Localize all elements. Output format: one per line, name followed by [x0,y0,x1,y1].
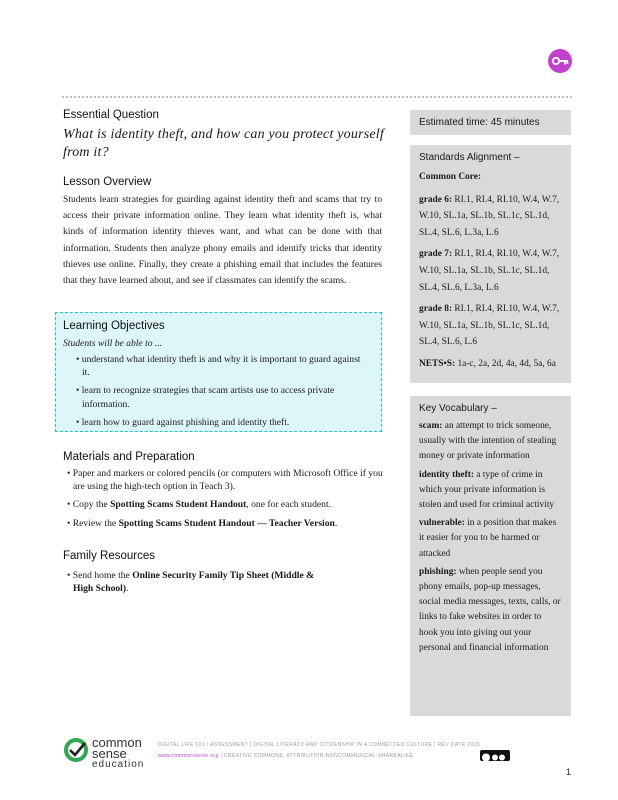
creative-commons-badge-icon [480,750,510,761]
objective-item: • learn to recognize strategies that scam artists use to access private information. [76,385,335,410]
objective-item: • understand what identity theft is and why it is important to guard against it. [76,354,361,379]
vocab-entry: vulnerable: in a position that makes it easier for you to be harmed or attacked [419,518,557,559]
key-badge [548,49,572,73]
grade-8-standards: grade 8: RI.1, RI.4, RI.10, W.4, W.7, W.10, SL.1a, SL.1b, SL.1c, SL.1d, SL.4, SL.6, L.6 [419,304,560,348]
lesson-overview-heading: Lesson Overview [63,176,152,188]
key-icon [548,49,572,73]
materials-list [63,467,383,530]
tip-sheet-link[interactable]: Online Security Family Tip Sheet (Middle & High School) [73,570,315,595]
handout-link[interactable]: Spotting Scams Student Handout [110,499,247,511]
essential-question-heading: Essential Question [63,109,159,121]
nets-standards: NETS•S: 1a-c, 2a, 2d, 4a, 4d, 5a, 6a [419,358,556,369]
standards-box [410,145,571,383]
vocab-entry: scam: an attempt to trick someone, usually with the intention of stealing money or private information [419,421,557,462]
lesson-overview-text: Students learn strategies for guarding against identity theft and scams that try to access their private information online. They learn what identity theft is, what kinds of information identity thieves want, and what can be done with that information. Students then analyze phony emails and identify tricks that identity thieves use online. Finally, they create a phishing email that includes the features that they have learned about, and see if classmates can identify the scams. [63,194,382,287]
learning-objectives-list [72,353,362,429]
footer-line-2: www.commonsense.org | CREATIVE COMMONS: ATTRIBUTION-NONCOMMERCIAL-SHAREALIKE [158,753,414,759]
common-sense-logo-text: common sense education [92,735,145,770]
vocab-entry: identity theft: a type of crime in which your private information is stolen and used for criminal activity [419,469,555,511]
teacher-handout-link[interactable]: Spotting Scams Student Handout — Teacher Version [118,517,335,529]
common-core-label: Common Core: [419,172,482,182]
page-number: 1 [566,767,572,777]
vocab-entry: phishing: when people send you phony emails, pop-up messages, social media messages, texts, calls, or links to fake websites in order to hook you into giving out your personal and financial information [419,566,561,653]
essential-question-text: What is identity theft, and how can you protect yourself from it? [63,127,384,160]
grade-6-standards: grade 6: RI.1, RI.4, RI.10, W.4, W.7, W.10, SL.1a, SL.1b, SL.1c, SL.1d, SL.4, SL.6, L.3a, L.6 [419,194,560,238]
top-divider [62,96,572,98]
materials-item: • Copy the Spotting Scams Student Handout, one for each student. [67,499,332,511]
family-resources-item: • Send home the Online Security Family Tip Sheet (Middle & High School). [67,570,315,595]
family-resources-heading: Family Resources [63,550,156,562]
grade-7-standards: grade 7: RI.1, RI.4, RI.10, W.4, W.7, W.10, SL.1a, SL.1b, SL.1c, SL.1d, SL.4, SL.6, L.3a, L.6 [419,249,560,293]
estimated-time: Estimated time: 45 minutes [419,117,540,128]
materials-heading: Materials and Preparation [63,451,195,463]
footer-line-1: DIGITAL LIFE 101 / ASSESSMENT | DIGITAL LITERACY AND CITIZENSHIP IN A CONNECTED CULTURE | REV DATE 2015 [158,742,481,748]
footer-url-link[interactable]: www.commonsense.org [158,753,219,759]
family-resources-list [63,569,323,595]
learning-objectives-intro: Students will be able to ... [63,338,163,349]
learning-objectives-heading: Learning Objectives [63,320,165,332]
common-sense-logo-icon [62,735,92,765]
vocabulary-box [410,396,571,716]
vocabulary-heading: Key Vocabulary – [419,403,497,414]
materials-item: • Paper and markers or colored pencils (or computers with Microsoft Office if you are using the high-tech option in Teach 3). [67,468,383,493]
standards-heading: Standards Alignment – [419,152,520,163]
objective-item: • learn how to guard against phishing and identity theft. [76,416,290,428]
estimated-time-box [410,110,571,135]
materials-item: • Review the Spotting Scams Student Handout — Teacher Version. [67,517,338,529]
